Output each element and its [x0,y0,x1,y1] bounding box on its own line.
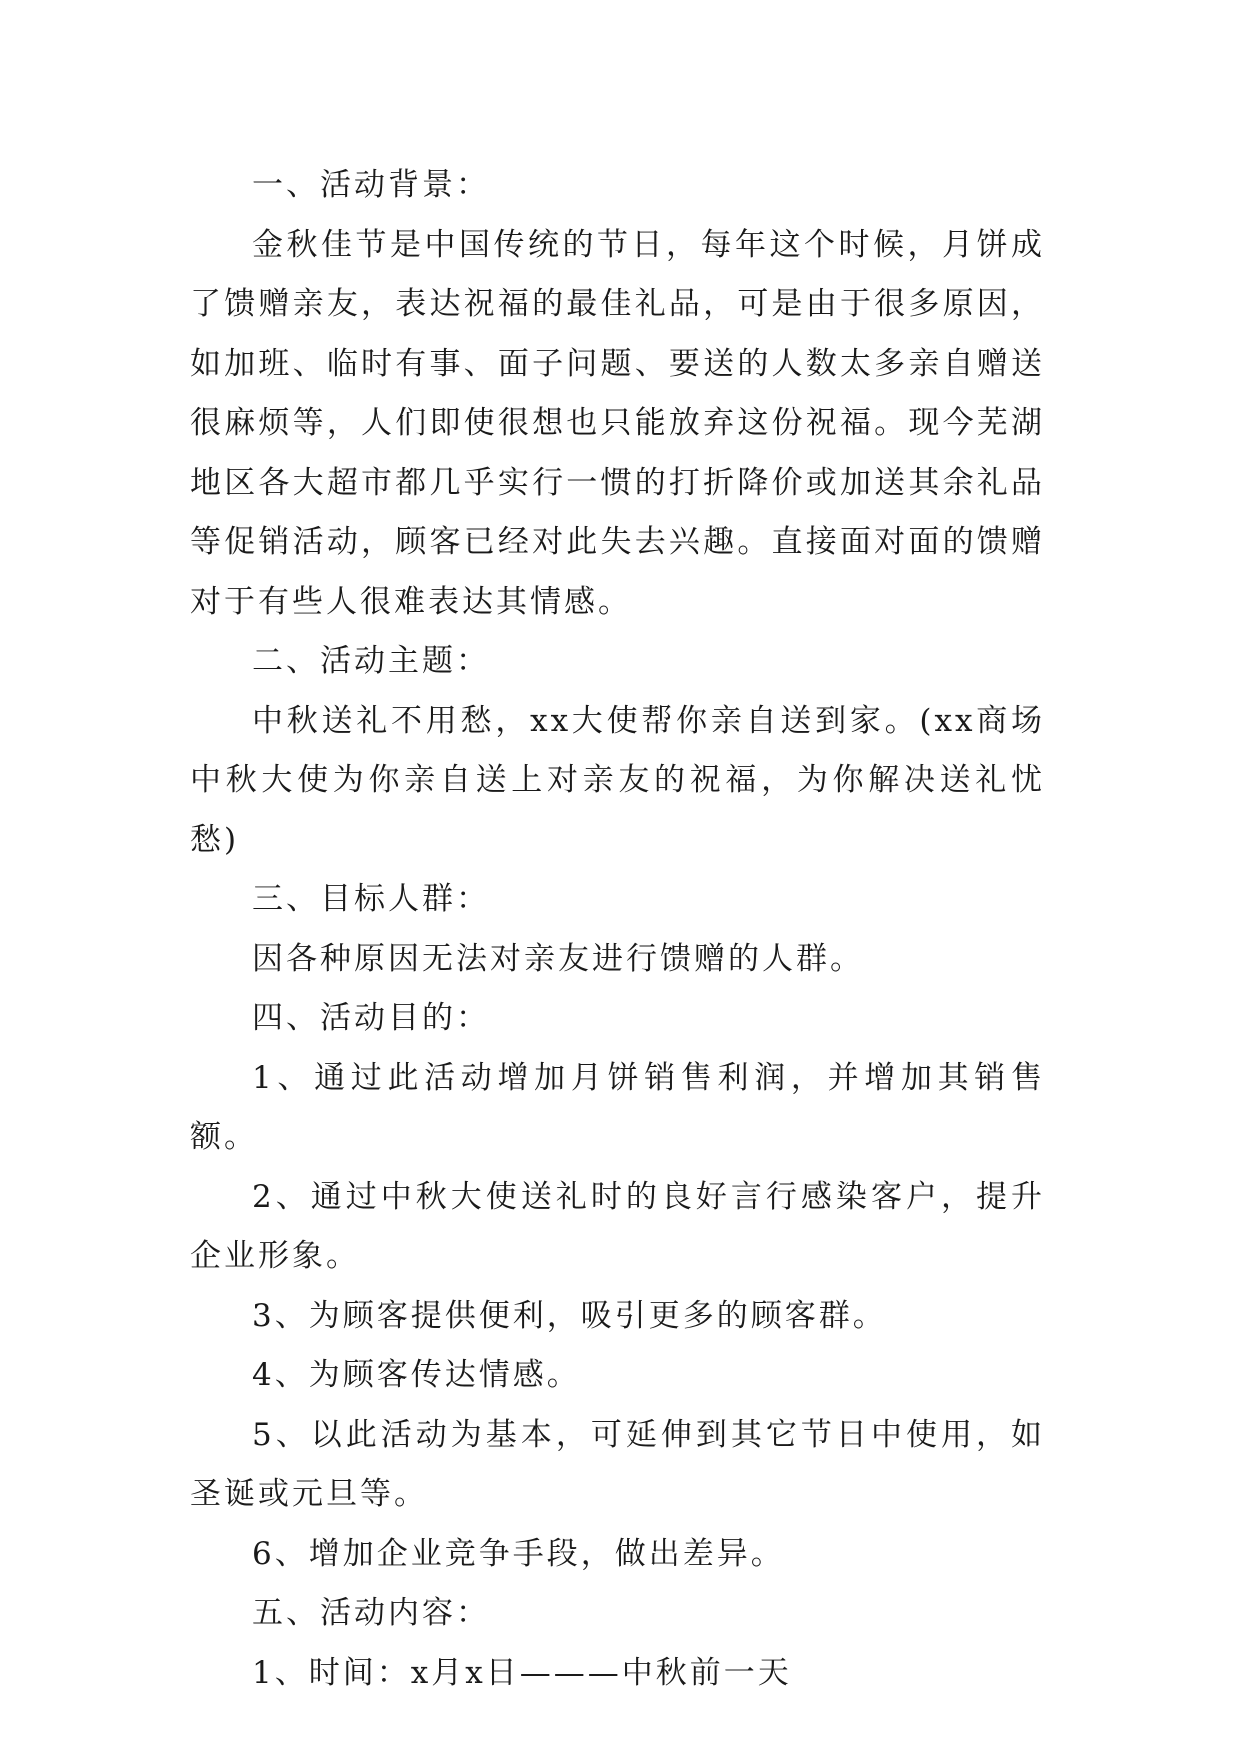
content-item-1: 1、时间：x月x日———中秋前一天 [252,1654,792,1691]
purpose-item-3: 3、为顾客提供便利，吸引更多的顾客群。 [252,1297,887,1334]
section-heading-purpose: 四、活动目的： [252,1000,490,1036]
document-body [190,156,1045,1703]
purpose-item-2: 2、通过中秋大使送礼时的良好言行感染客户，提升企业形象。 [190,1178,1045,1274]
section-heading-content: 五、活动内容： [252,1595,490,1631]
target-paragraph: 因各种原因无法对亲友进行馈赠的人群。 [252,940,864,977]
purpose-item-4: 4、为顾客传达情感。 [252,1357,581,1393]
section-heading-background: 一、活动背景： [252,167,490,203]
purpose-item-6: 6、增加企业竞争手段，做出差异。 [252,1535,785,1572]
purpose-item-5: 5、以此活动为基本，可延伸到其它节日中使用，如圣诞或元旦等。 [190,1416,1045,1512]
section-heading-theme: 二、活动主题： [252,643,490,679]
background-paragraph: 金秋佳节是中国传统的节日，每年这个时候，月饼成了馈赠亲友，表达祝福的最佳礼品，可是由于很多原因，如加班、临时有事、面子问题、要送的人数太多亲自赠送很麻烦等，人们即使很想也只能放弃这份祝福。现今芜湖地区各大超市都几乎实行一惯的打折降价或加送其余礼品等促销活动，顾客已经对此失去兴趣。直接面对面的馈赠对于有些人很难表达其情感。 [190,226,1045,620]
section-heading-target: 三、目标人群： [252,881,490,917]
theme-paragraph: 中秋送礼不用愁，xx大使帮你亲自送到家。(xx商场中秋大使为你亲自送上对亲友的祝福，为你解决送礼忧愁) [190,702,1045,858]
purpose-item-1: 1、通过此活动增加月饼销售利润，并增加其销售额。 [190,1059,1045,1155]
